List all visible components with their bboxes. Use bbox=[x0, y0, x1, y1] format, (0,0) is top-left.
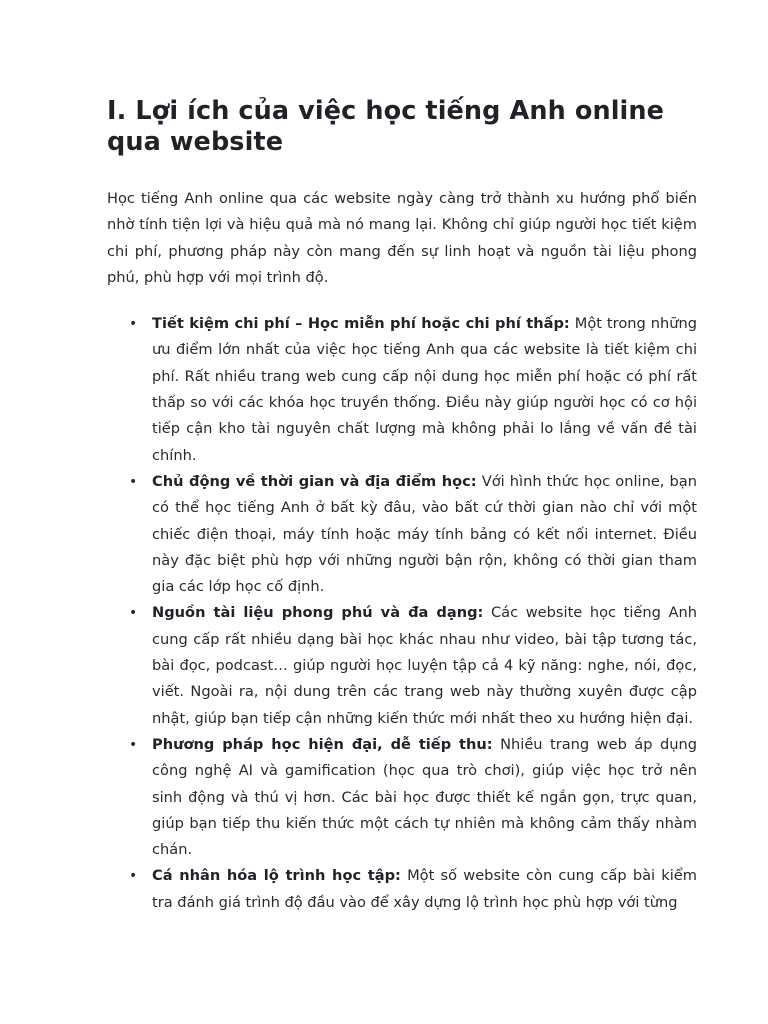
benefit-title: Phương pháp học hiện đại, dễ tiếp thu: bbox=[152, 735, 493, 753]
benefits-list bbox=[107, 311, 697, 916]
benefit-text: Một số website còn cung cấp bài kiểm tra đánh giá trình độ đầu vào để xây dựng lộ trình học phù hợp với từng bbox=[152, 867, 697, 911]
intro-paragraph: Học tiếng Anh online qua các website ngày càng trở thành xu hướng phổ biến nhờ tính tiện lợi và hiệu quả mà nó mang lại. Không chỉ giúp người học tiết kiệm chi phí, phương pháp này còn mang đến sự linh hoạt và nguồn tài liệu phong phú, phù hợp với mọi trình độ. bbox=[107, 190, 697, 286]
benefit-title: Chủ động về thời gian và địa điểm học: bbox=[152, 472, 477, 490]
benefit-item-cost bbox=[107, 311, 697, 469]
benefit-text: Các website học tiếng Anh cung cấp rất nhiều dạng bài học khác nhau như video, bài tập tương tác, bài đọc, podcast… giúp người học luyện tập cả 4 kỹ năng: nghe, nói, đọc, viết. Ngoài ra, nội dung trên các trang web này thường xuyên được cập nhật, giúp bạn tiếp cận những kiến thức mới nhất theo xu hướng hiện đại. bbox=[152, 604, 698, 727]
bullet-icon: • bbox=[129, 868, 138, 885]
benefit-item-modern-methods bbox=[107, 732, 697, 863]
benefit-item-resources bbox=[107, 600, 697, 731]
benefit-item-flexibility bbox=[107, 469, 697, 600]
benefit-text: Một trong những ưu điểm lớn nhất của việc học tiếng Anh qua các website là tiết kiệm chi phí. Rất nhiều trang web cung cấp nội dung học miễn phí hoặc có phí rất thấp so với các khóa học truyền thống. Điều này giúp người học có cơ hội tiếp cận kho tài nguyên chất lượng mà không phải lo lắng về vấn đề tài chính. bbox=[152, 315, 697, 464]
benefit-title: Nguồn tài liệu phong phú và đa dạng: bbox=[152, 604, 484, 622]
benefit-text: Nhiều trang web áp dụng công nghệ AI và gamification (học qua trò chơi), giúp việc học trở nên sinh động và thú vị hơn. Các bài học được thiết kế ngắn gọn, trực quan, giúp bạn tiếp thu kiến thức một cách tự nhiên mà không cảm thấy nhàm chán. bbox=[152, 735, 697, 859]
bullet-icon: • bbox=[129, 473, 138, 490]
bullet-icon: • bbox=[129, 605, 138, 622]
bullet-icon: • bbox=[129, 736, 138, 753]
benefit-text: Với hình thức học online, bạn có thể học tiếng Anh ở bất kỳ đâu, vào bất cứ thời gian nào chỉ với một chiếc điện thoại, máy tính hoặc máy tính bảng có kết nối internet. Điều này đặc biệt phù hợp với những người bận rộn, không có thời gian tham gia các lớp học cố định. bbox=[152, 472, 697, 596]
benefit-item-personalization bbox=[107, 863, 697, 916]
bullet-icon: • bbox=[129, 316, 138, 333]
article bbox=[107, 96, 697, 916]
benefit-title: Tiết kiệm chi phí – Học miễn phí hoặc chi phí thấp: bbox=[152, 315, 570, 333]
benefit-title: Cá nhân hóa lộ trình học tập: bbox=[152, 867, 401, 885]
article-heading: I. Lợi ích của việc học tiếng Anh online qua website bbox=[107, 96, 665, 157]
